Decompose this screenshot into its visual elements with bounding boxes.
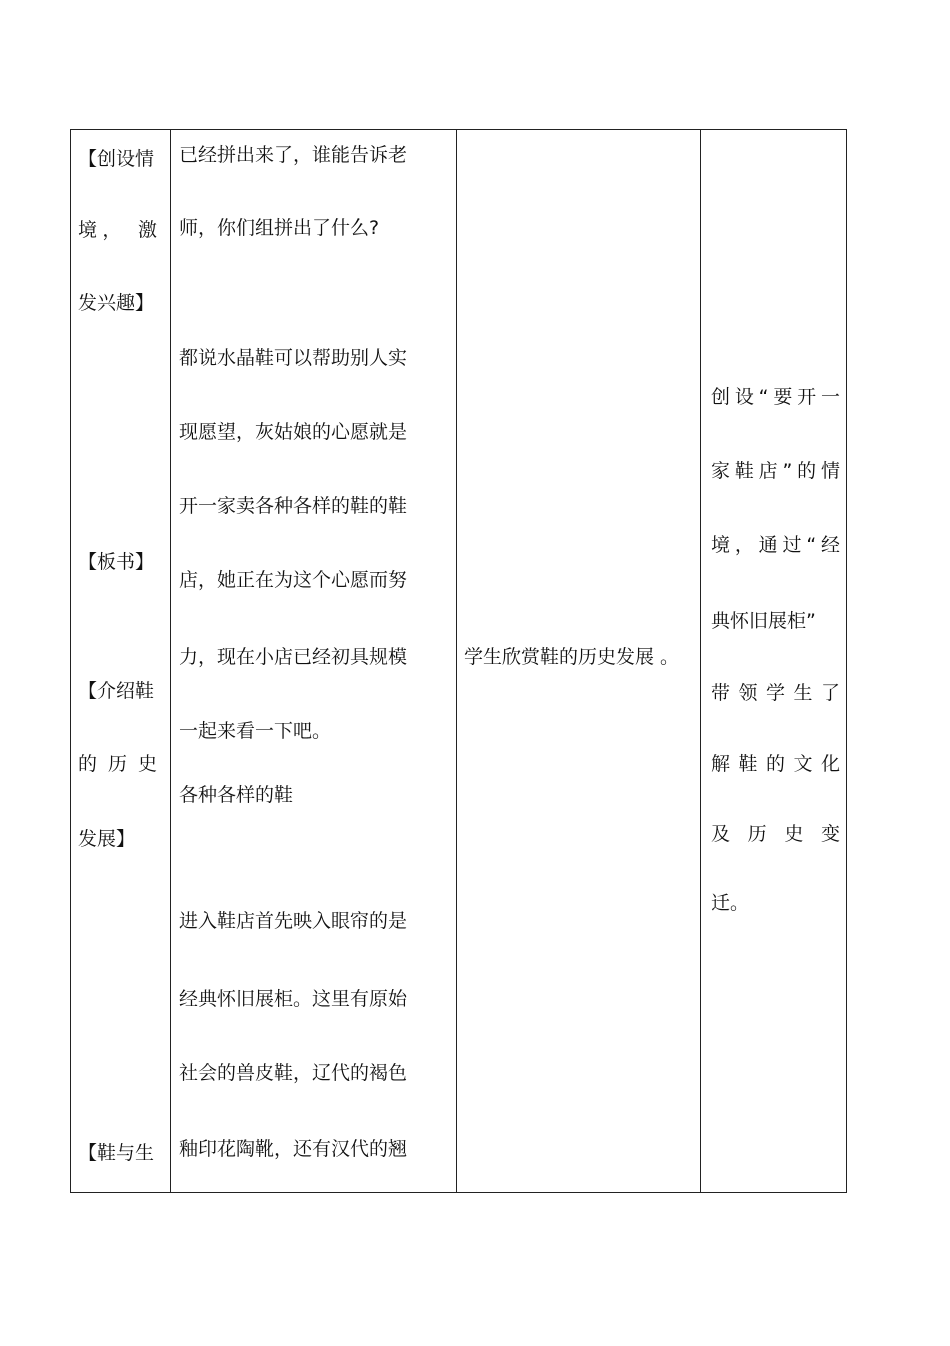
content-line: 各种各样的鞋	[179, 784, 294, 806]
section-label-line: 【介绍鞋	[78, 680, 155, 702]
board-label: 【板书】	[78, 551, 155, 573]
content-line: 力，现在小店已经初具规模	[179, 646, 408, 668]
content-line: 店，她正在为这个心愿而努	[179, 569, 408, 591]
content-line: 开一家卖各种各样的鞋的鞋	[179, 495, 408, 517]
section-label-line: 【创设情	[78, 148, 155, 170]
section-label-line: 发兴趣】	[78, 292, 155, 314]
content-line: 现愿望，灰姑娘的心愿就是	[179, 421, 408, 443]
table-row	[71, 130, 847, 1193]
intent-line: 典怀旧展柜”	[711, 610, 816, 632]
intent-line: 解鞋的文化	[711, 753, 840, 775]
design-intent-column	[701, 130, 847, 1193]
content-column	[171, 130, 457, 1193]
intent-line: 创设“要开一	[711, 386, 840, 408]
section-label-line: 境， 激	[78, 219, 157, 241]
content-line: 都说水晶鞋可以帮助别人实	[179, 347, 408, 369]
section-label-line: 发展】	[78, 828, 136, 850]
content-line: 一起来看一下吧。	[179, 720, 332, 742]
content-line: 进入鞋店首先映入眼帘的是	[179, 910, 408, 932]
lesson-plan-table	[70, 129, 847, 1193]
intent-line: 及 历 史 变	[711, 823, 840, 845]
intent-line: 境，通过“经	[711, 534, 840, 556]
intent-line: 带领学生了	[711, 682, 840, 704]
section-label-line: 的 历 史	[78, 753, 157, 775]
section-label-line: 【鞋与生	[78, 1142, 155, 1164]
content-line: 经典怀旧展柜。这里有原始	[179, 988, 408, 1010]
section-column	[71, 130, 171, 1193]
intent-line: 家鞋店”的情	[711, 460, 840, 482]
student-activity-text: 学生欣赏鞋的历史发展 。	[464, 646, 680, 668]
intent-line: 迁。	[711, 892, 750, 914]
student-activity-column	[457, 130, 701, 1193]
content-line: 釉印花陶靴，还有汉代的翘	[179, 1138, 408, 1160]
content-line: 已经拼出来了，谁能告诉老	[179, 144, 408, 166]
content-line: 社会的兽皮鞋，辽代的褐色	[179, 1062, 408, 1084]
content-line: 师，你们组拼出了什么?	[179, 217, 380, 239]
